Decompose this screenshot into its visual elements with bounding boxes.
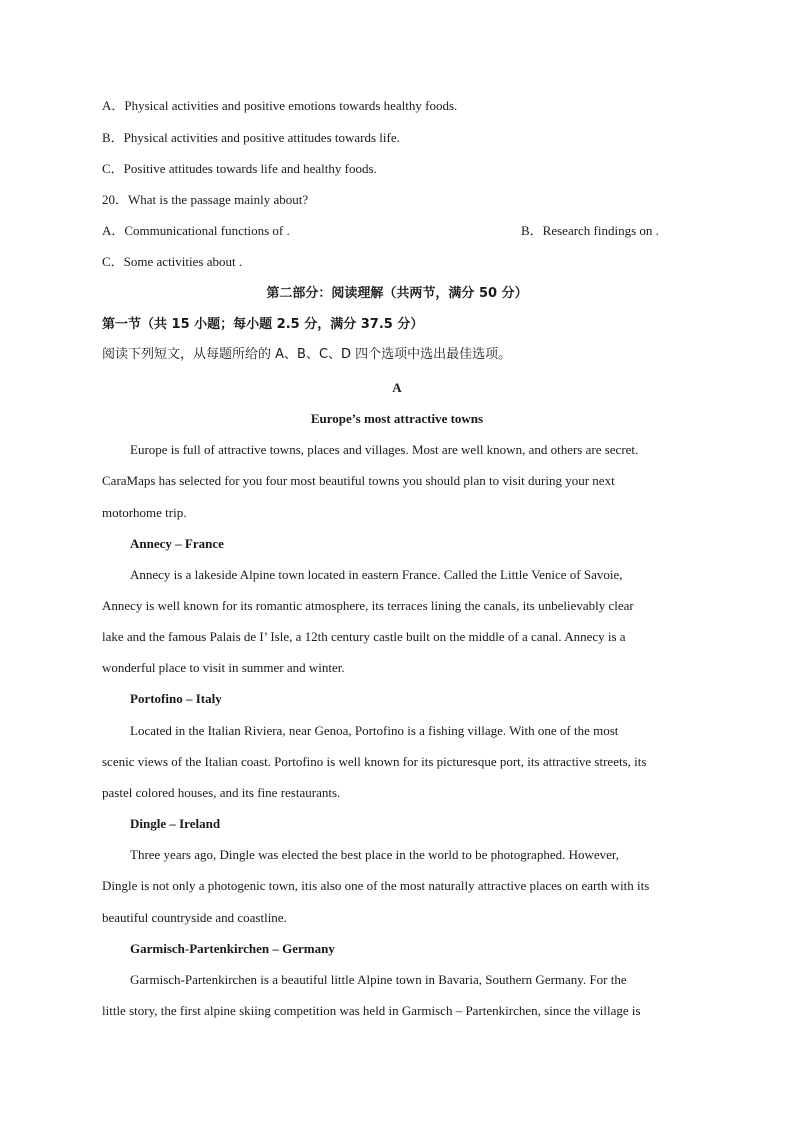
q20-option-c: C．Some activities about .	[102, 254, 243, 269]
portofino-line-2: scenic views of the Italian coast. Portofino is well known for its picturesque port, its attractive streets, its	[102, 754, 647, 769]
garmisch-line-2: little story, the first alpine skiing competition was held in Garmisch – Partenkirchen, since the village is	[102, 1003, 641, 1018]
q20-stem: 20．What is the passage mainly about?	[102, 192, 309, 207]
part-title: 第二部分：阅读理解（共两节，满分 50 分）	[266, 286, 528, 301]
intro-line-1: Europe is full of attractive towns, places and villages. Most are well known, and others are secret.	[130, 442, 639, 457]
annecy-line-4: wonderful place to visit in summer and winter.	[102, 660, 345, 675]
dingle-line-2: Dingle is not only a photogenic town, itis also one of the most naturally attractive places on earth with its	[102, 878, 650, 893]
annecy-line-2: Annecy is well known for its romantic atmosphere, its terraces lining the canals, its unbelievably clear	[102, 598, 634, 613]
annecy-line-3: lake and the famous Palais de I’ Isle, a 12th century castle built on the middle of a canal. Annecy is a	[102, 629, 626, 644]
q19-option-a: A．Physical activities and positive emotions towards healthy foods.	[102, 98, 458, 113]
passage-title: Europe’s most attractive towns	[310, 411, 484, 426]
town-heading-dingle: Dingle – Ireland	[130, 816, 221, 831]
garmisch-line-1: Garmisch-Partenkirchen is a beautiful little Alpine town in Bavaria, Southern Germany. For the	[130, 972, 627, 987]
town-heading-annecy: Annecy – France	[130, 536, 224, 551]
portofino-line-1: Located in the Italian Riviera, near Genoa, Portofino is a fishing village. With one of the most	[130, 723, 619, 738]
subsection-title: 第一节（共 15 小题；每小题 2.5 分，满分 37.5 分）	[102, 317, 424, 332]
portofino-line-3: pastel colored houses, and its fine restaurants.	[102, 785, 341, 800]
q19-option-b: B．Physical activities and positive attitudes towards life.	[102, 130, 400, 145]
town-heading-portofino: Portofino – Italy	[130, 691, 222, 706]
annecy-line-1: Annecy is a lakeside Alpine town located in eastern France. Called the Little Venice of Savoie,	[130, 567, 623, 582]
town-heading-garmisch: Garmisch-Partenkirchen – Germany	[130, 941, 335, 956]
q20-option-b: B．Research findings on .	[521, 223, 659, 238]
q19-option-c: C．Positive attitudes towards life and healthy foods.	[102, 161, 377, 176]
dingle-line-1: Three years ago, Dingle was elected the best place in the world to be photographed. However,	[130, 847, 619, 862]
q20-option-a: A．Communicational functions of .	[102, 223, 290, 238]
instruction: 阅读下列短文，从每题所给的 A、B、C、D 四个选项中选出最佳选项。	[102, 347, 512, 362]
passage-letter: A	[392, 380, 402, 395]
intro-line-3: motorhome trip.	[102, 505, 187, 520]
dingle-line-3: beautiful countryside and coastline.	[102, 910, 287, 925]
intro-line-2: CaraMaps has selected for you four most beautiful towns you should plan to visit during your next	[102, 473, 615, 488]
